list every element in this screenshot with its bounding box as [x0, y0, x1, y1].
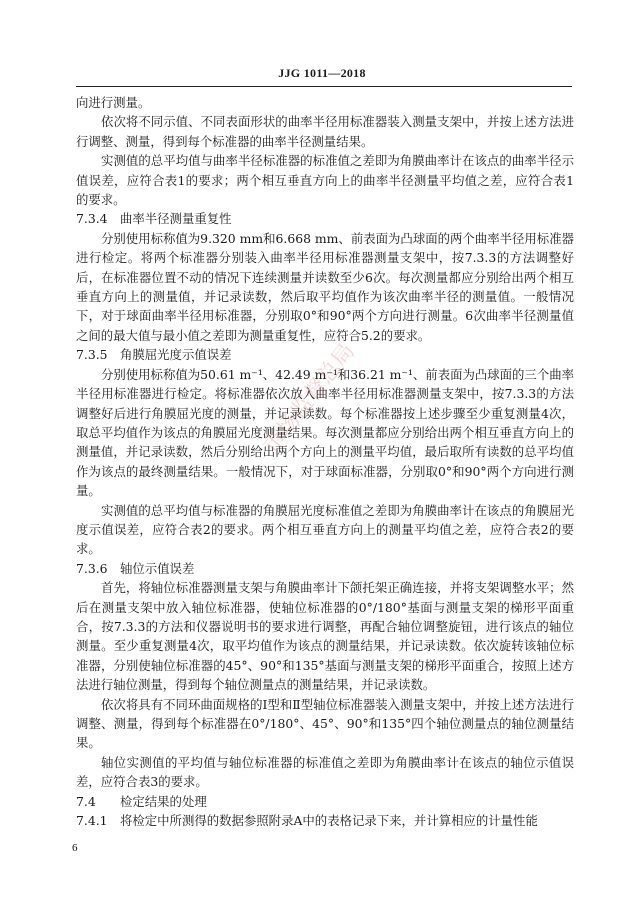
section-heading	[76, 559, 574, 578]
section-heading	[76, 792, 574, 811]
section-title: 曲率半径测量重复性	[120, 211, 232, 227]
body-paragraph: 实测值的总平均值与曲率半径标准器的标准值之差即为角膜曲率计在该点的曲率半径示值误差，应符合表1的要求；两个相互垂直方向上的曲率半径测量平均值之差，应符合表1的要求。	[76, 153, 574, 208]
section-title: 将检定中所测得的数据参照附录A中的表格记录下来，并计算相应的计量性能	[120, 813, 538, 829]
section-number: 7.4	[76, 793, 96, 809]
section-number: 7.4.1	[76, 813, 108, 829]
section-title: 角膜屈光度示值误差	[120, 347, 232, 363]
body-paragraph: 依次将不同示值、不同表面形状的曲率半径用标准器装入测量支架中，并按上述方法进行调整、测量，得到每个标准器的曲率半径测量结果。	[76, 114, 574, 149]
page-number: 6	[72, 842, 78, 854]
section-heading	[76, 811, 574, 830]
section-number: 7.3.6	[76, 560, 108, 576]
header-divider	[76, 86, 572, 87]
watermark-stamp: 市场监督总局	[258, 339, 360, 459]
body-paragraph: 轴位实测值的平均值与轴位标准器的标准值之差即为角膜曲率计在该点的轴位示值误差，应符合表3的要求。	[76, 754, 574, 790]
body-paragraph: 实测值的总平均值与标准器的角膜屈光度标准值之差即为角膜曲率计在该点的角膜屈光度示值误差，应符合表2的要求。两个相互垂直方向上的测量平均值之差，应符合表2的要求。	[76, 502, 574, 557]
body-text	[76, 93, 574, 830]
page-header: JJG 1011—2018	[278, 66, 366, 80]
body-paragraph: 依次将具有不同环曲面规格的Ⅰ型和Ⅱ型轴位标准器装入测量支架中，并按上述方法进行调整、测量，得到每个标准器在0°/180°、45°、90°和135°四个轴位测量点的轴位测量结果。	[76, 696, 574, 751]
body-paragraph: 分别使用标称值为50.61 m⁻¹、42.49 m⁻¹和36.21 m⁻¹、前表面为凸球面的三个曲率半径用标准器进行检定。将标准器依次放入曲率半径用标准器测量支架中，按7.3.3的方法调整好后进行角膜屈光度的测量，并记录读数。每个标准器按上述步骤至少重复测量4次，取总平均值作为该点的角膜屈光度测量结果。每次测量都应分别给出两个相互垂直方向上的测量值，并记录读数，然后分别给出两个方向上的测量平均值，最后取所有读数的总平均值作为该点的最终测量结果。一般情况下，对于球面标准器，分别取0°和90°两个方向进行测量。	[76, 366, 574, 499]
section-heading	[76, 209, 574, 228]
body-paragraph: 向进行测量。	[76, 95, 151, 110]
section-heading	[76, 345, 574, 364]
body-paragraph: 分别使用标称值为9.320 mm和6.668 mm、前表面为凸球面的两个曲率半径用标准器进行检定。将两个标准器分别装入曲率半径用标准器测量支架中，按7.3.3的方法调整好后，在标准器位置不动的情况下连续测量并读数至少6次。每次测量都应分别给出两个相互垂直方向上的测量值，并记录读数，然后取平均值作为该次曲率半径的测量值。一般情况下，对于球面曲率半径用标准器，分别取0°和90°两个方向进行测量。6次曲率半径测量值之间的最大值与最小值之差即为测量重复性，应符合5.2的要求。	[76, 230, 574, 343]
section-number: 7.3.4	[76, 211, 108, 227]
section-title: 轴位示值误差	[120, 560, 195, 576]
section-title: 检定结果的处理	[120, 793, 207, 809]
body-paragraph: 首先，将轴位标准器测量支架与角膜曲率计下颌托架正确连接，并将支架调整水平；然后在测量支架中放入轴位标准器，使轴位标准器的0°/180°基面与测量支架的梯形平面重合，按7.3.3的方法和仪器说明书的要求进行调整，再配合轴位调整旋钮，进行该点的轴位测量。至少重复测量4次，取平均值作为该点的测量结果，并记录读数。依次旋转该轴位标准器，分别使轴位标准器的45°、90°和135°基面与测量支架的梯形平面重合，按照上述方法进行轴位测量，得到每个轴位测量点的测量结果，并记录读数。	[76, 580, 574, 693]
section-number: 7.3.5	[76, 347, 108, 363]
